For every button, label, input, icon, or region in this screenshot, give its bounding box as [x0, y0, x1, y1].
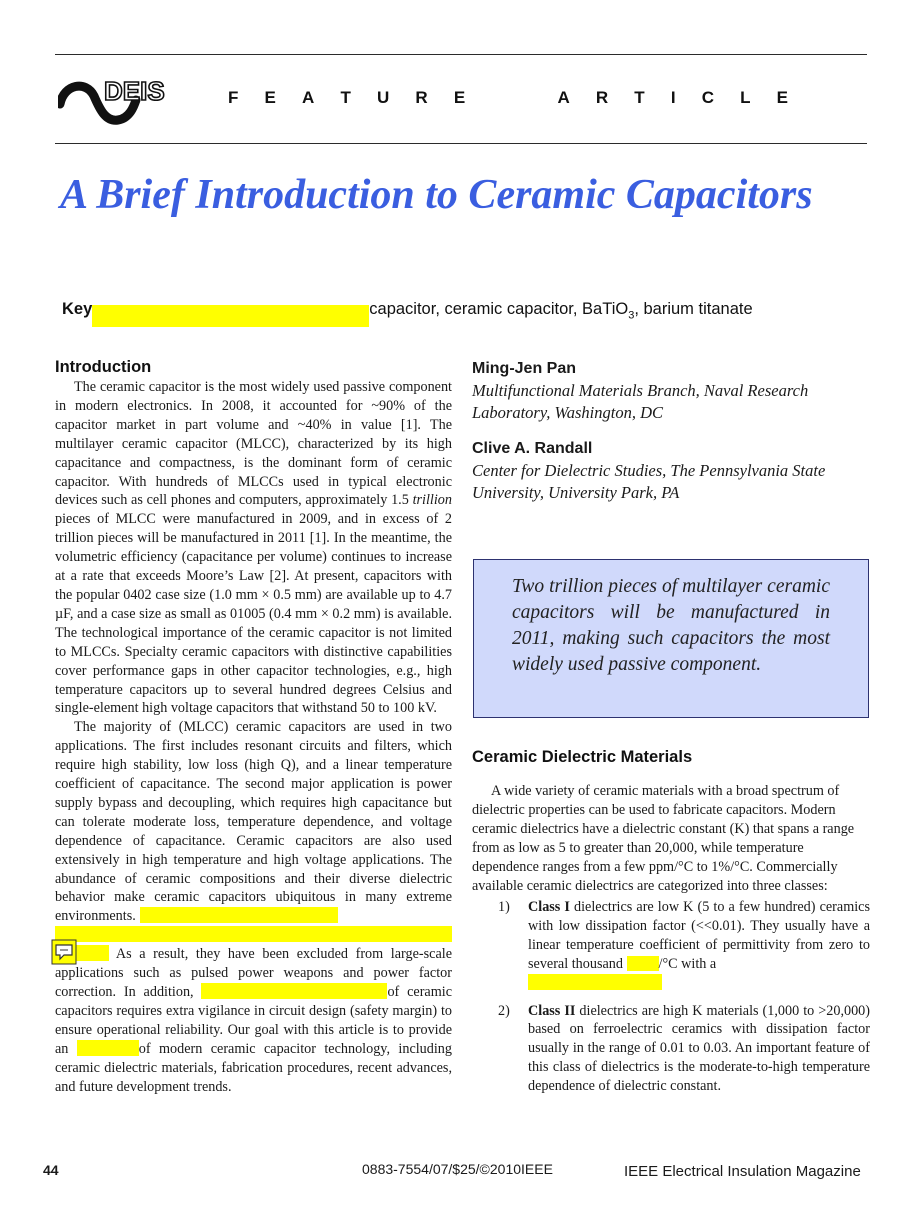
text-highlight [201, 983, 387, 999]
text-highlight [627, 956, 659, 971]
dielectric-heading: Ceramic Dielectric Materials [472, 748, 693, 766]
magazine-name: IEEE Electrical Insulation Magazine [624, 1163, 861, 1180]
feature-letter: A [302, 88, 315, 107]
author-block [472, 358, 870, 424]
top-rule [55, 54, 867, 55]
keywords-text: capacitor, ceramic capacitor, BaTiO [369, 300, 629, 318]
text-highlight [528, 974, 662, 990]
text-highlight [77, 1040, 139, 1056]
class-list [472, 898, 870, 1105]
author-name: Ming-Jen Pan [472, 360, 577, 377]
list-text: Class II dielectrics are high K materials (1,000 to >20,000) based on ferroelectric ceramics with dissipation factor usually in the range of 0.01 to 0.03. An important feature of this class of dielectrics is the moderate-to-high temperature dependence of dielectric constant. [528, 1002, 870, 1095]
keywords-redaction: words: multilayer ceramic [92, 305, 369, 327]
feature-letter: E [264, 88, 276, 107]
feature-letter: R [595, 88, 609, 107]
list-number: 2) [498, 1002, 510, 1019]
author-affiliation: Center for Dielectric Studies, The Pennsylvania State University, University Park, PA [472, 461, 826, 502]
right-column [472, 358, 870, 504]
page-number: 44 [43, 1162, 59, 1178]
logo-text: DEIS [104, 76, 165, 106]
feature-letter: E [776, 88, 788, 107]
feature-letter: I [670, 88, 676, 107]
introduction-heading: Introduction [55, 358, 152, 376]
feature-letter: L [740, 88, 751, 107]
header-bottom-rule [55, 143, 867, 144]
text-highlight [140, 907, 338, 923]
text-highlight [55, 926, 452, 942]
comment-icon[interactable] [51, 939, 77, 965]
list-item [472, 898, 870, 993]
keywords-tail: , barium titanate [634, 300, 753, 318]
feature-article-label [228, 88, 788, 108]
feature-letter: T [340, 88, 351, 107]
feature-letter [491, 88, 531, 108]
feature-letter: F [228, 88, 239, 107]
dielectric-section [472, 746, 870, 910]
feature-letter: C [701, 88, 714, 107]
feature-letter: E [453, 88, 466, 107]
keywords-line [62, 300, 882, 327]
copyright-code: 0883-7554/07/$25/©2010IEEE [362, 1161, 553, 1177]
keywords-label: Key [62, 300, 93, 318]
deis-logo [58, 70, 176, 132]
intro-paragraph-2: The majority of (MLCC) ceramic capacitors are used in two applications. The first includes resonant circuits and filters, which require high stability, low loss (high Q), and a linear temperature coefficient of capacitance. The second major application is power supply bypass and decoupling, which requires high capacitance but can tolerate moderate loss, temperature dependence, and voltage dependence of capacitance. Ceramic capacitors are also used extensively in high temperature and high voltage applications. The abundance of ceramic compositions and their diverse dielectric behavior make ceramic capacitors ubiquitous in many extreme environments. As a result, they have been excluded from large-scale applications such as pulsed power weapons and power factor correction. In addition, of ceramic capacitors requires extra vigilance in circuit design (safety margin) to ensure operational reliability. Our goal with this article is to provide an of modern ceramic capacitor technology, including ceramic dielectric materials, fabrication procedures, recent advances, and future development trends. [55, 719, 453, 1095]
feature-letter: T [634, 88, 645, 107]
article-title: A Brief Introduction to Ceramic Capacitors [60, 172, 813, 218]
feature-letter: U [376, 88, 390, 107]
author-affiliation: Multifunctional Materials Branch, Naval Research Laboratory, Washington, DC [472, 381, 809, 422]
pull-quote: Two trillion pieces of multilayer ceramic capacitors will be manufactured in 2011, making such capacitors the most widely used passive component. [473, 559, 869, 718]
author-block [472, 438, 870, 504]
feature-letter: R [415, 88, 428, 107]
list-item [472, 1002, 870, 1097]
keywords-subscript: 3 [628, 309, 635, 322]
author-name: Clive A. Randall [472, 440, 593, 457]
list-number: 1) [498, 899, 510, 915]
list-text: Class I dielectrics are low K (5 to a few hundred) ceramics with low dissipation factor (<<0.01). They usually have a linear temperature coefficient of permittivity from zero to several thousand /°C with a [528, 898, 870, 993]
intro-paragraph-1: The ceramic capacitor is the most widely used passive component in modern electronics. In 2008, it accounted for ~90% of the capacitor market in part volume and ~40% in value [1]. The multilayer ceramic capacitor (MLCC), characterized by its high capacitance and compactness, is the dominant form of ceramic capacitor. With hundreds of MLCCs used in typical electronic devices such as cell phones and computers, approximately 1.5 trillion pieces of MLCC were manufactured in 2009, and in excess of 2 trillion pieces will be manufactured in 2011 [1]. In the meantime, the volumetric efficiency (capacitance per volume) continues to increase at a rate that exceeds Moore’s Law [2]. At present, capacitors with the popular 0402 case size (1.0 mm × 0.5 mm) are available up to 4.7 µF, and a case size as small as 01005 (0.4 mm × 0.2 mm) is available. The technological importance of the ceramic capacitor is not limited to MLCCs. Specialty ceramic capacitors with distinctive capabilities cover performance gaps in other capacitor technologies, e.g., high temperature capacitors up to several hundred degrees Celsius and single-element high voltage capacitors that withstand 50 to 100 kV. [55, 379, 452, 717]
feature-letter: A [557, 88, 570, 107]
dielectric-paragraph: A wide variety of ceramic materials with a broad spectrum of dielectric properties can be used to fabricate capacitors. Modern ceramic dielectrics have a dielectric constant (K) that spans a range from as low as 5 to greater than 20,000, while temperature dependence ranges from a few ppm/°C to 1%/°C. Commercially available ceramic dielectrics are categorized into three classes: [472, 783, 855, 894]
left-column [55, 356, 452, 1096]
